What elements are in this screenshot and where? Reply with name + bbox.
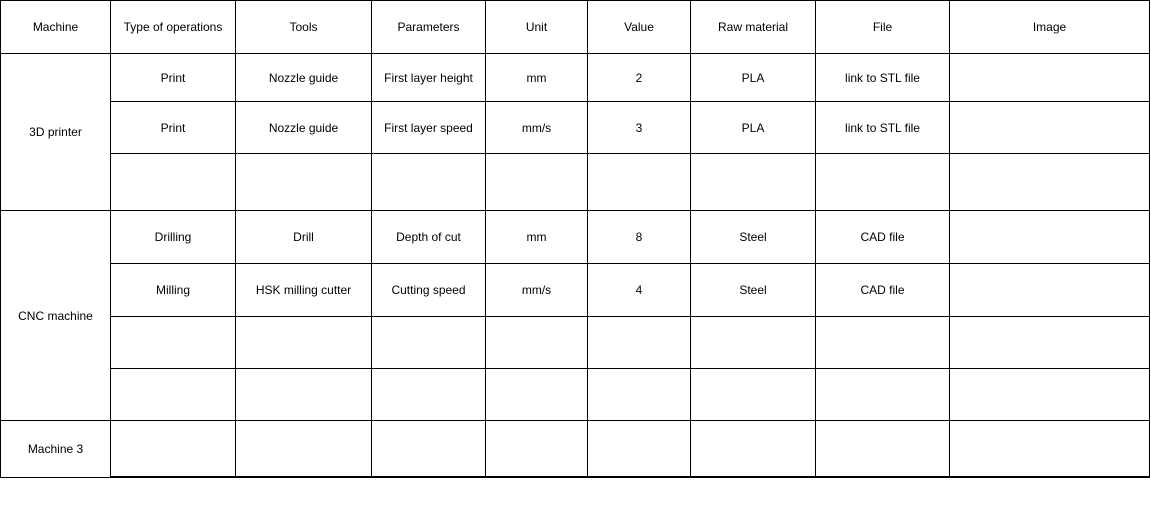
- table-cell: [486, 317, 588, 369]
- header-type-of-operations: Type of operations: [111, 1, 236, 54]
- table-cell: [486, 369, 588, 421]
- table-cell: [588, 477, 691, 478]
- table-cell: [486, 477, 588, 478]
- header-raw-material: Raw material: [691, 1, 816, 54]
- table-cell: HSK milling cutter: [236, 264, 372, 317]
- table-cell: 4: [588, 264, 691, 317]
- table-cell: [950, 369, 1150, 421]
- table-cell: [111, 477, 236, 478]
- table-cell: [816, 369, 950, 421]
- table-cell: Depth of cut: [372, 211, 486, 264]
- table-cell: [372, 154, 486, 211]
- table-cell: [372, 369, 486, 421]
- table-cell: Drill: [236, 211, 372, 264]
- table-cell: [950, 102, 1150, 154]
- table-cell: [691, 477, 816, 478]
- table-cell: Print: [111, 54, 236, 102]
- table-cell: [372, 317, 486, 369]
- table-cell: PLA: [691, 54, 816, 102]
- table-cell: [111, 421, 236, 477]
- table-cell: [950, 54, 1150, 102]
- table-cell: Steel: [691, 211, 816, 264]
- table-cell: [691, 317, 816, 369]
- table-cell: 3: [588, 102, 691, 154]
- table-cell: [111, 154, 236, 211]
- table-cell: [236, 154, 372, 211]
- table-cell: [588, 421, 691, 477]
- table-cell: [372, 421, 486, 477]
- table-cell: mm/s: [486, 264, 588, 317]
- header-value: Value: [588, 1, 691, 54]
- table-cell: [236, 369, 372, 421]
- machine-cell-cnc-machine: CNC machine: [1, 211, 111, 421]
- table-cell: mm: [486, 54, 588, 102]
- table-cell: First layer height: [372, 54, 486, 102]
- table-cell: [372, 477, 486, 478]
- table-cell: [950, 317, 1150, 369]
- table-cell: [236, 317, 372, 369]
- table-cell: 8: [588, 211, 691, 264]
- table-cell: Milling: [111, 264, 236, 317]
- table-cell: Print: [111, 102, 236, 154]
- table-cell: [691, 369, 816, 421]
- table-cell: link to STL file: [816, 54, 950, 102]
- table-cell: [816, 317, 950, 369]
- table-cell: PLA: [691, 102, 816, 154]
- table-cell: [111, 369, 236, 421]
- table-cell: CAD file: [816, 211, 950, 264]
- table-cell: Nozzle guide: [236, 102, 372, 154]
- table-cell: [950, 477, 1150, 478]
- header-tools: Tools: [236, 1, 372, 54]
- table-cell: [950, 264, 1150, 317]
- header-unit: Unit: [486, 1, 588, 54]
- table-cell: [588, 369, 691, 421]
- table-cell: [236, 421, 372, 477]
- header-image: Image: [950, 1, 1150, 54]
- table-cell: [486, 154, 588, 211]
- table-cell: [486, 421, 588, 477]
- table-cell: Drilling: [111, 211, 236, 264]
- table-cell: [950, 421, 1150, 477]
- machine-cell-3d-printer: 3D printer: [1, 54, 111, 211]
- table-cell: mm/s: [486, 102, 588, 154]
- table-cell: [816, 421, 950, 477]
- table-cell: [816, 154, 950, 211]
- table-cell: [588, 154, 691, 211]
- header-file: File: [816, 1, 950, 54]
- table-cell: Cutting speed: [372, 264, 486, 317]
- table-cell: First layer speed: [372, 102, 486, 154]
- table-cell: Nozzle guide: [236, 54, 372, 102]
- table-cell: mm: [486, 211, 588, 264]
- table-cell: CAD file: [816, 264, 950, 317]
- table-cell: Steel: [691, 264, 816, 317]
- header-parameters: Parameters: [372, 1, 486, 54]
- machine-cell-machine-3: Machine 3: [1, 421, 111, 478]
- table-cell: 2: [588, 54, 691, 102]
- table-cell: [236, 477, 372, 478]
- table-cell: [691, 421, 816, 477]
- table-cell: [691, 154, 816, 211]
- table-cell: [950, 154, 1150, 211]
- table-cell: [588, 317, 691, 369]
- table-cell: link to STL file: [816, 102, 950, 154]
- header-machine: Machine: [1, 1, 111, 54]
- table-cell: [111, 317, 236, 369]
- table-cell: [950, 211, 1150, 264]
- table-cell: [816, 477, 950, 478]
